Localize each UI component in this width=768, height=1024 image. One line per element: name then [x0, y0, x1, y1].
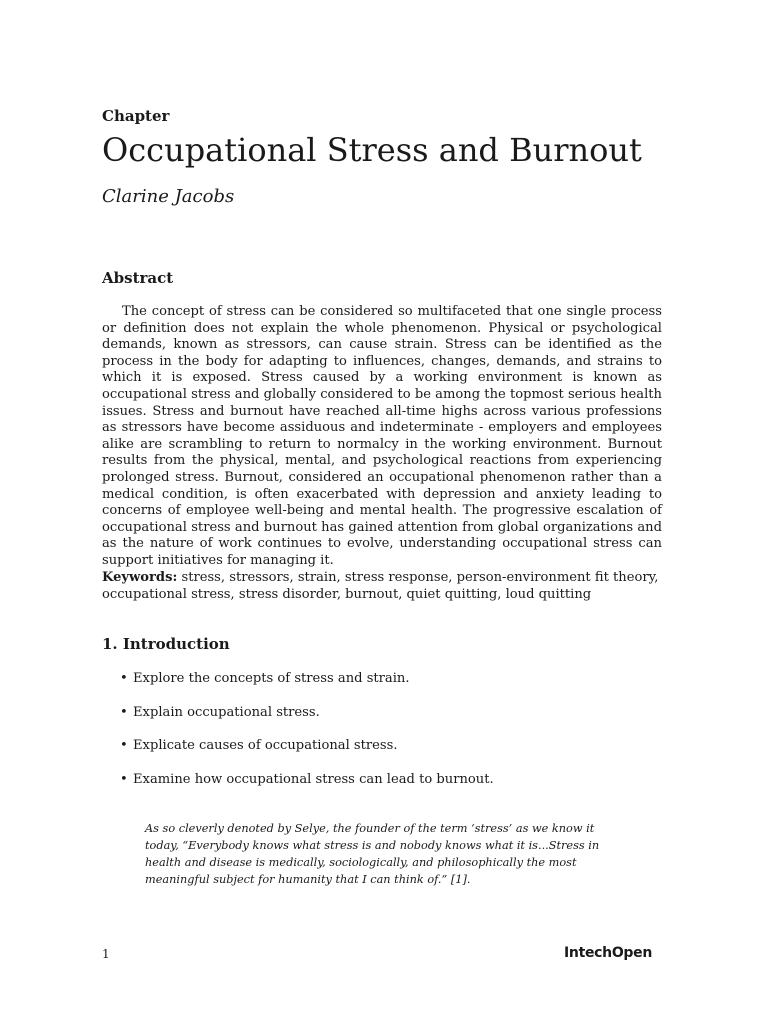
page-number: 1	[102, 947, 110, 961]
objectives-list	[120, 670, 494, 804]
introduction-heading: 1. Introduction	[102, 635, 230, 653]
keywords-label: Keywords:	[102, 570, 178, 585]
abstract-body: The concept of stress can be considered so multifaceted that one single process or definition does not explain the whole phenomenon. Physical or psychological demands, known as stressors, can cause strain. Stress can be identified as the process in the body for adapting to influences, changes, demands, and strains to which it is exposed. Stress caused by a working environment is known as occupational stress and globally considered to be among the topmost serious health issues. Stress and burnout have reached all-time highs across various professions as stressors have become assiduous and indeterminate - employers and employees alike are scrambling to return to normalcy in the working environment. Burnout results from the physical, mental, and psychological reactions from experiencing prolonged stress. Burnout, considered an occupational phenomenon rather than a medical condition, is often exacerbated with depression and anxiety leading to concerns of employee well-being and mental health. The progressive escalation of occupational stress and burnout has gained attention from global organizations and as the nature of work continues to evolve, understanding occupational stress can support initiatives for managing it.	[102, 304, 662, 568]
list-item-text: Examine how occupational stress can lead to burnout.	[133, 771, 494, 787]
author-name: Clarine Jacobs	[102, 186, 235, 207]
publisher-logo: IntechOpen	[564, 945, 653, 961]
list-item	[120, 704, 494, 738]
list-item-text: Explicate causes of occupational stress.	[133, 738, 398, 753]
list-item-text: Explain occupational stress.	[133, 704, 320, 720]
list-item	[120, 737, 494, 771]
bullet-icon: •	[120, 704, 128, 720]
keywords-paragraph	[102, 570, 662, 603]
abstract-heading: Abstract	[102, 269, 174, 287]
bullet-icon: •	[120, 771, 128, 787]
selye-quote: As so cleverly denoted by Selye, the founder of the term ‘stress’ as we know it today, “Everybody knows what stress is and nobody knows what it is...Stress in health and disease is medically, sociologically, and philosophically the most meaningful subject for humanity that I can think of.” [1].	[145, 822, 600, 886]
list-item	[120, 771, 494, 805]
bullet-icon: •	[120, 738, 128, 753]
chapter-title: Occupational Stress and Burnout	[102, 131, 642, 169]
list-item-text: Explore the concepts of stress and strain.	[133, 671, 410, 686]
list-item	[120, 670, 494, 704]
bullet-icon: •	[120, 671, 128, 686]
chapter-label: Chapter	[102, 107, 170, 125]
keywords-text: stress, stressors, strain, stress response, person-environment fit theory, occupational stress, stress disorder, burnout, quiet quitting, loud quitting	[102, 570, 659, 602]
